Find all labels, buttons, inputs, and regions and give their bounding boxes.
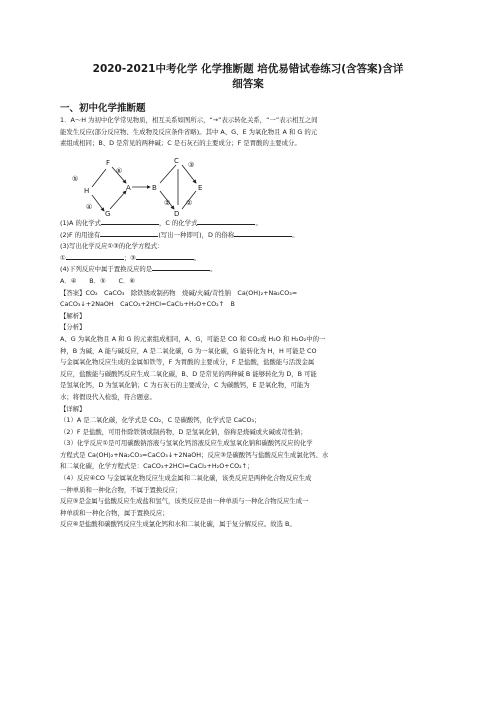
detail-line: 一种单质和一种化合物，不属于置换反应； <box>60 485 182 494</box>
detail-line: （3）化学反应①是可用碳酸钠溶液与氢氧化钙溶液反应生成氢氧化钠和碳酸钙反应的化学 <box>60 439 313 448</box>
node-g: G <box>105 210 111 217</box>
q1-text-c: 。 <box>255 219 262 227</box>
q3-blank-b[interactable] <box>136 253 194 260</box>
options: A．④ B．⑤ C．⑥ <box>60 276 136 285</box>
detail-line: （4）反应④CO 与金属氧化物反应生成金属和二氧化碳，该类反应是两种化合物反应生成 <box>60 474 312 483</box>
analysis-line: 水；将假设代入检验，符合题意。 <box>60 392 156 401</box>
q1-text-a: (1)A 的化学式 <box>60 219 102 227</box>
intro-line: 素组成相同；B、D 是常见的两种碱；C 是石灰石的主要成分；F 是胃酸的主要成分。 <box>60 139 301 148</box>
q2-text-c: 。 <box>292 230 299 239</box>
label-6: ⑥ <box>116 167 123 175</box>
analysis-line: A、G 为氧化物且 A 和 G 的元素组成相同，A、G，可能是 CO 和 CO₂或 H₂O 和 H₂O₂中的一 <box>60 334 326 343</box>
q3-text-a: ① <box>60 253 66 262</box>
q3-text-b: ；③ <box>123 253 136 262</box>
q4-blank[interactable] <box>152 264 210 271</box>
analysis-line: 与金属氧化物反应生成的金属如铁等，F 为胃酸的主要成分，F 是盐酸，盐酸能与活泼金属 <box>60 358 315 367</box>
q3-text-c: 。 <box>193 253 201 262</box>
q2-blank-a[interactable] <box>100 230 158 237</box>
q3-blank-a[interactable] <box>66 253 124 260</box>
question-3-answers <box>60 253 436 265</box>
xiangjie-label: 【详解】 <box>60 404 86 413</box>
label-4: ④ <box>86 203 93 211</box>
intro-line: 能发生反应(部分反应物、生成物及反应条件省略)。其中 A、G、E 为氧化物且 A 和 G 的元 <box>60 127 318 136</box>
detail-line: 反应⑥是盐酸和碳酸钙反应生成氯化钙和水和二氧化碳，属于复分解反应。故选 B。 <box>60 520 296 529</box>
node-d: D <box>174 210 180 217</box>
title-line-2: 细答案 <box>232 78 264 90</box>
q2-blank-b[interactable] <box>234 230 292 237</box>
detail-line: 反应⑤是金属与盐酸反应生成盐和氢气，该类反应是由一种单质与一种化合物反应生成一 <box>60 497 309 506</box>
q1-blank-a[interactable] <box>101 218 159 225</box>
analysis-line: 是氢氧化钙，D 为氢氧化钠；C 为石灰石的主要成分，C 为碳酸钙，E 是氧化物，可能为 <box>60 381 310 390</box>
q2-text-a: (2)F 的用途有 <box>60 230 101 239</box>
fenxi-label: 【分析】 <box>60 323 86 332</box>
jiexi-label: 【解析】 <box>60 311 86 320</box>
section-heading: 一、初中化学推断题 <box>60 103 146 114</box>
node-e: E <box>198 184 203 192</box>
label-5: ⑤ <box>72 175 79 183</box>
answer-line-2: CaCO₃↓+2NaOH CaCO₃+2HCl=CaCl₂+H₂O+CO₂↑ B <box>60 300 235 309</box>
node-a: A <box>126 184 131 192</box>
label-2: ② <box>186 199 193 207</box>
q4-text-a: (4)下列反应中属于置换反应的是 <box>60 265 153 274</box>
document-title <box>60 62 436 92</box>
node-b: B <box>152 184 157 192</box>
intro-line: 1．A～H 为初中化学常见物质，相互关系如图所示，“→”表示转化关系，“一”表示相互之间 <box>60 116 318 124</box>
relationship-diagram <box>70 153 210 217</box>
q1-text-b: ，C 的化学式 <box>159 219 198 227</box>
title-line-1: 2020-2021中考化学 化学推断题 培优易错试卷练习(含答案)含详 <box>92 63 404 75</box>
q2-text-b: (写出一种即可)，D 的俗称 <box>158 230 235 239</box>
q1-blank-b[interactable] <box>197 218 255 225</box>
node-f: F <box>106 159 111 167</box>
question-1 <box>60 218 436 230</box>
detail-line: 种单质和一种化合物，属于置换反应； <box>60 508 169 517</box>
detail-line: 和二氧化碳，化学方程式是：CaCO₃+2HCl=CaCl₂+H₂O+CO₂↑； <box>60 462 254 471</box>
analysis-line: 种，B 为碱，A 能与碱反应，A 是二氧化碳，G 为一氧化碳，G 能转化为 H，H 可能是 CO <box>60 346 317 355</box>
analysis-line: 反应，盐酸能与碳酸钙反应生成二氧化碳，B、D 是常见的两种碱 B 能够转化为 D，B 可能 <box>60 369 317 378</box>
question-intro <box>60 115 436 150</box>
question-3: (3)写出化学反应①③的化学方程式： <box>60 242 164 251</box>
label-1: ① <box>164 199 171 207</box>
node-h: H <box>84 187 90 195</box>
question-2 <box>60 230 436 242</box>
detail-line: 方程式是 Ca(OH)₂+Na₂CO₃=CaCO₃↓+2NaOH；反应③是碳酸钙与盐酸反应生成氯化钙、水 <box>60 450 329 459</box>
detail-line: （2）F 是盐酸，可用作除铁锈或制药物，D 是氢氧化钠，俗称是烧碱或火碱或苛性钠； <box>60 427 307 436</box>
node-c: C <box>174 157 179 165</box>
q4-text-b: 。 <box>210 265 217 274</box>
question-4 <box>60 264 436 276</box>
answer-line-1: 【答案】CO₂ CaCO₃ 除铁锈或制药物 烧碱/火碱/苛性钠 Ca(OH)₂+Na₂CO₃= <box>60 288 298 297</box>
label-3: ③ <box>188 161 195 169</box>
questions <box>60 218 436 531</box>
detail-line: （1）A 是二氧化碳，化学式是 CO₂，C 是碳酸钙，化学式是 CaCO₃； <box>60 416 261 425</box>
